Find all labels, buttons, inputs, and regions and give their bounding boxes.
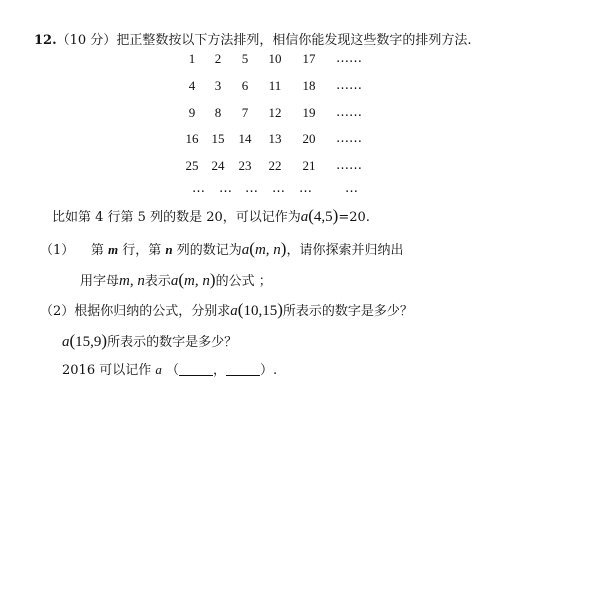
q2-label: （2） <box>40 304 75 319</box>
q2-args-2: 15,9 <box>75 334 102 350</box>
q1-func: a <box>241 242 250 258</box>
problem-number: 12 <box>34 33 53 48</box>
q3-text-3: ）. <box>260 363 278 378</box>
q1-args: m, n <box>254 242 281 258</box>
grid-cell: 12 <box>268 105 282 120</box>
answer-blank-1[interactable] <box>179 362 213 376</box>
q2-func-2: a <box>62 334 70 350</box>
q1-line-1: （1） 第 m 行，第 n 列的数记为a(m, n)，请你探索并归纳出 <box>40 239 404 258</box>
answer-blank-2[interactable] <box>226 362 260 376</box>
grid-final-ellipsis: … <box>345 181 358 196</box>
grid-cell: 11 <box>268 78 282 93</box>
q1-text-1: 第 <box>90 243 104 258</box>
grid-cell: 23 <box>238 158 252 173</box>
grid-row-ellipsis: …… <box>336 78 362 93</box>
grid-cell: 16 <box>185 131 199 146</box>
grid-cell: 4 <box>188 78 196 93</box>
example-line: 比如第 4 行第 5 列的数是 20，可以记作为a(4,5)=20. <box>52 206 370 225</box>
grid-cell: 10 <box>268 51 282 66</box>
grid-cell: 6 <box>241 78 249 93</box>
grid-cell: 5 <box>241 51 249 66</box>
q2-line-2: a(15,9)所表示的数字是多少？ <box>62 331 238 350</box>
example-text: 比如第 4 行第 5 列的数是 20，可以记作为 <box>52 210 301 225</box>
q1-text-2: 行，第 <box>122 243 162 258</box>
problem-header: 12.（10 分）把正整数按以下方法排列，相信你能发现这些数字的排列方法. <box>34 33 472 48</box>
grid-cell: 8 <box>214 105 222 120</box>
grid-cell: 2 <box>214 51 222 66</box>
q3-sep: ， <box>213 363 227 378</box>
q1-vars: m, n <box>119 273 145 289</box>
grid-final-ellipsis: … <box>245 181 258 196</box>
q1-label: （1） <box>40 243 75 258</box>
grid-cell: 14 <box>238 131 252 146</box>
grid-cell: 18 <box>302 78 316 93</box>
grid-cell: 3 <box>214 78 222 93</box>
q1-func-2: a <box>170 273 179 289</box>
grid-cell: 17 <box>302 51 316 66</box>
grid-final-ellipsis: … <box>219 181 232 196</box>
q3-text-1: 2016 可以记作 <box>62 363 152 378</box>
q2-func: a <box>230 303 238 319</box>
grid-cell: 15 <box>211 131 225 146</box>
q1-m: m <box>107 242 119 257</box>
q1-args-2: m, n <box>184 273 210 289</box>
q1-line-2: 用字母m, n表示a(m, n)的公式 ； <box>80 270 272 289</box>
grid-row-ellipsis: …… <box>336 105 362 120</box>
grid-cell: 1 <box>188 51 196 66</box>
q2-text-3: 所表示的数字是多少？ <box>107 335 238 350</box>
grid-final-ellipsis: … <box>299 181 312 196</box>
q3-text-2: （ <box>166 363 180 378</box>
grid-cell: 24 <box>211 158 225 173</box>
q2-text-1: 根据你归纳的公式，分别求 <box>74 304 231 319</box>
grid-cell: 19 <box>302 105 316 120</box>
q1-text-6: 表示 <box>144 274 171 289</box>
problem-statement: 把正整数按以下方法排列，相信你能发现这些数字的排列方法. <box>116 33 472 48</box>
q1-text-4: ，请你探索并归纳出 <box>286 243 404 258</box>
q3-line <box>62 362 277 379</box>
q1-n: n <box>165 242 173 257</box>
grid-cell: 7 <box>241 105 249 120</box>
grid-cell: 20 <box>302 131 316 146</box>
q2-text-2: 所表示的数字是多少？ <box>282 304 413 319</box>
grid-cell: 22 <box>268 158 282 173</box>
q1-text-3: 列的数记为 <box>176 243 242 258</box>
q3-func: a <box>155 362 162 377</box>
problem-score: （10 分） <box>56 33 117 48</box>
grid-cell: 13 <box>268 131 282 146</box>
grid-cell: 25 <box>185 158 199 173</box>
grid-cell: 9 <box>188 105 196 120</box>
q1-text-5: 用字母 <box>80 274 120 289</box>
grid-row-ellipsis: …… <box>336 51 362 66</box>
grid-cell: 21 <box>302 158 316 173</box>
grid-final-ellipsis: … <box>192 181 205 196</box>
example-func: a <box>300 209 309 225</box>
grid-row-ellipsis: …… <box>336 158 362 173</box>
example-result: =20. <box>338 210 370 225</box>
q2-line-1: （2）根据你归纳的公式，分别求a(10,15)所表示的数字是多少？ <box>40 300 413 319</box>
q2-args-1: 10,15 <box>243 303 278 319</box>
q1-text-7: 的公式 ； <box>215 274 272 289</box>
grid-row-ellipsis: …… <box>336 131 362 146</box>
grid-final-ellipsis: … <box>272 181 285 196</box>
example-args: 4,5 <box>313 209 333 225</box>
